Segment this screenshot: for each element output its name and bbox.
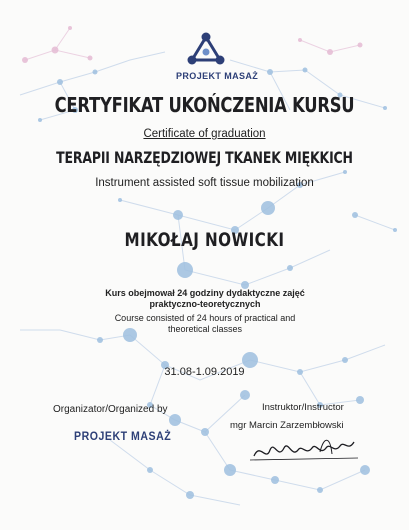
organizer-brand: PROJEKT MASAŻ: [74, 429, 172, 443]
organizer-label: Organizator/Organized by: [53, 404, 168, 415]
certificate-title: CERTYFIKAT UKOŃCZENIA KURSU: [54, 93, 355, 117]
course-dates: 31.08-1.09.2019: [164, 366, 245, 378]
course-name-english: Instrument assisted soft tissue mobilization: [95, 177, 314, 189]
instructor-label: Instruktor/Instructor: [262, 402, 344, 413]
certificate-title-english: Certificate of graduation: [143, 128, 266, 140]
course-name: TERAPII NARZĘDZIOWEJ TKANEK MIĘKKICH: [56, 148, 353, 167]
instructor-signature: [250, 432, 360, 466]
instructor-name: mgr Marcin Zarzembłowski: [230, 420, 344, 431]
projekt-masaz-logo-icon: [186, 32, 226, 68]
recipient-name: MIKOŁAJ NOWICKI: [124, 229, 285, 251]
course-description: Kurs obejmował 24 godziny dydaktyczne zajęć praktyczno-teoretycznych: [105, 288, 305, 309]
logo-brand-text: PROJEKT MASAŻ: [176, 71, 259, 81]
course-description-english: Course consisted of 24 hours of practical and theoretical classes: [114, 313, 296, 334]
